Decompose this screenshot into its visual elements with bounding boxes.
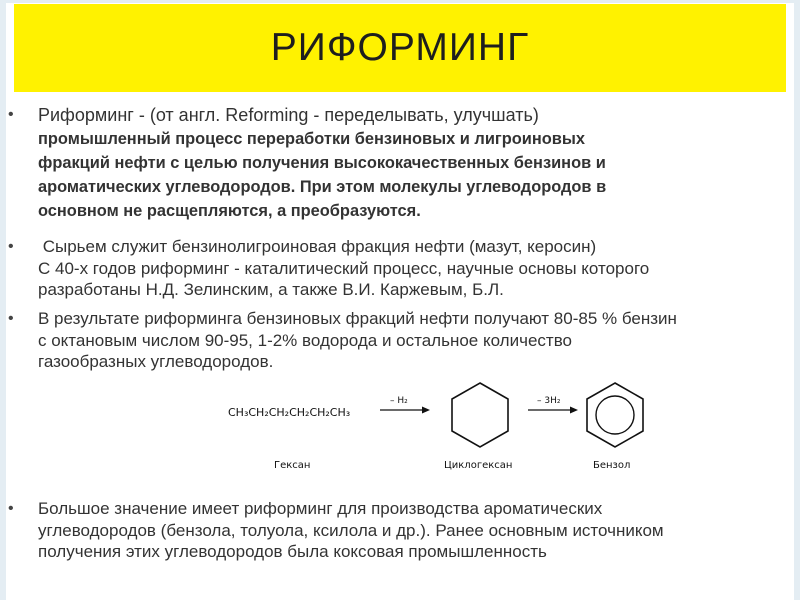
bullet-definition [8,104,793,223]
reaction-arrow-2-icon [528,407,578,414]
label-cyclohexane: Циклогексан [444,460,513,471]
result-line: с октановым числом 90-95, 1-2% водорода и остальное количество [38,330,572,350]
definition-line: фракций нефти с целью получения высококачественных бензинов и [38,154,606,172]
cyclohexane-ring-icon [452,383,508,447]
bullet-marker: • [8,500,14,517]
bullet-marker: • [8,238,14,255]
hexane-formula: CH₃CH₂CH₂CH₂CH₂CH₃ [228,406,351,419]
bullet-result [8,308,793,373]
slide-title: РИФОРМИНГ [270,26,530,69]
bullet-importance [8,498,793,563]
benzene-ring-icon [587,383,643,447]
arrow2-label: – 3H₂ [537,396,561,406]
label-hexane: Гексан [274,460,311,471]
definition-line: ароматических углеводородов. При этом молекулы углеводородов в [38,178,607,196]
label-benzene: Бензол [593,460,631,471]
bullet-raw-material [8,236,793,301]
result-line: газообразных углеводородов. [38,352,274,371]
reaction-arrow-1-icon [380,407,430,414]
raw-material-line: С 40-х годов риформинг - каталитический процесс, научные основы которого [38,258,650,278]
bullet-marker: • [8,106,14,123]
reaction-scheme [210,378,650,478]
arrow1-label: – H₂ [390,396,408,406]
bullet-marker: • [8,310,14,327]
importance-line: углеводородов (бензола, толуола, ксилола и др.). Ранее основным источником [38,520,664,540]
title-banner [14,4,786,92]
importance-line: Большое значение имеет риформинг для производства ароматических [38,499,603,518]
definition-line: основном не расщепляются, а преобразуются. [38,202,421,220]
definition-lead: Риформинг - (от англ. Reforming - переделывать, улучшать) [38,105,539,125]
raw-material-line: Сырьем служит бензинолигроиновая фракция нефти (мазут, керосин) [38,237,597,256]
definition-line: промышленный процесс переработки бензиновых и лигроиновых [38,130,585,148]
raw-material-line: разработаны Н.Д. Зелинским, а также В.И. Каржевым, Б.Л. [38,280,504,299]
result-line: В результате риформинга бензиновых фракций нефти получают 80-85 % бензин [38,309,677,328]
importance-line: получения этих углеводородов была коксовая промышленность [38,542,547,561]
